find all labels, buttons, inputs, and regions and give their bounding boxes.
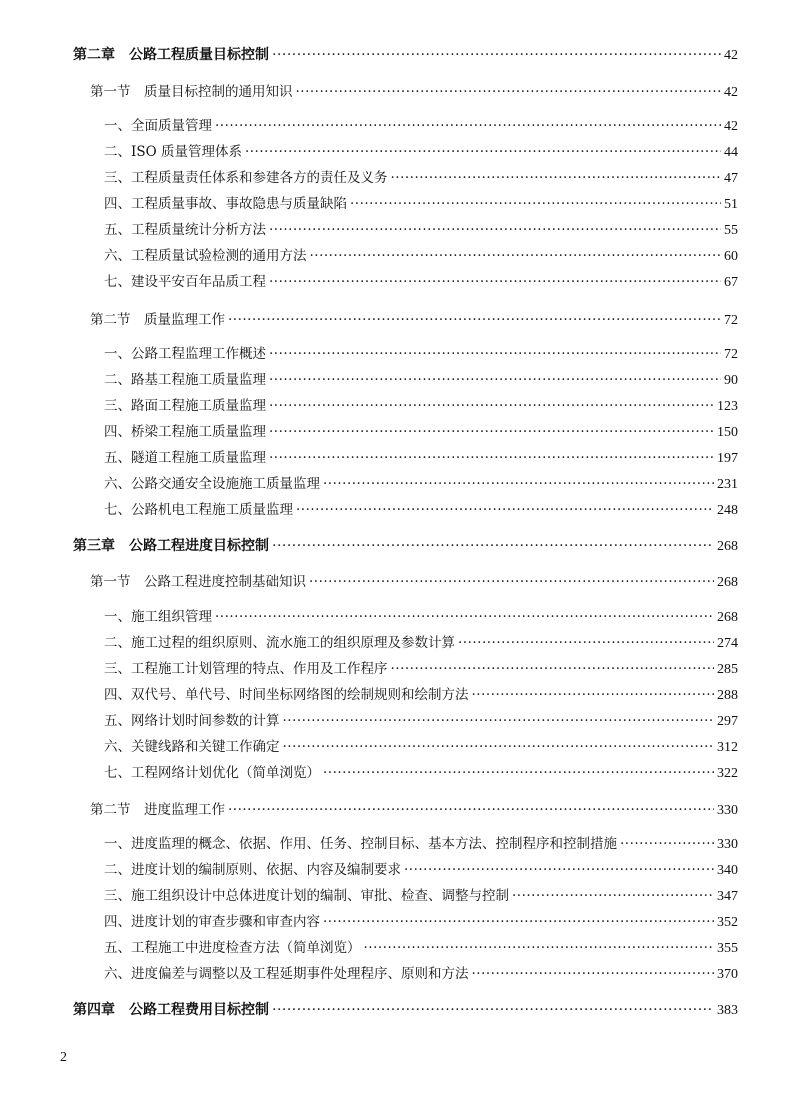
toc-entry-title: 五、网络计划时间参数的计算 [104,713,280,729]
toc-page-number: 288 [717,688,738,703]
toc-page-number: 312 [717,740,738,755]
dot-leader [472,685,715,705]
toc-entry-title: 一、进度监理的概念、依据、作用、任务、控制目标、基本方法、控制程序和控制措施 [104,836,617,852]
dot-leader [472,964,715,984]
toc-entry-title: 第一节 公路工程进度控制基础知识 [90,574,306,590]
dot-leader [350,194,721,214]
toc-item [104,272,738,293]
toc-item [104,344,738,365]
toc-item [104,886,738,907]
dot-leader [323,912,714,932]
dot-leader [620,834,714,854]
toc-page-number: 42 [724,119,738,134]
dot-leader [391,659,715,679]
dot-leader [309,572,714,592]
dot-leader [391,168,722,188]
dot-leader [296,500,714,520]
dot-leader [215,607,714,627]
toc-page-number: 123 [717,399,738,414]
toc-item [104,685,738,706]
toc-entry-title: 二、ISO 质量管理体系 [104,144,242,160]
toc-item [104,938,738,959]
toc-item [104,448,738,469]
toc-item [104,168,738,189]
toc-entry-title: 第二章 公路工程质量目标控制 [73,47,269,63]
toc-entry-title: 三、路面工程施工质量监理 [104,398,266,414]
toc-section-2-1 [90,82,738,103]
toc-item [104,737,738,758]
dot-leader [269,396,714,416]
dot-leader [283,711,715,731]
toc-section-2-2 [90,310,738,331]
toc-entry-title: 六、进度偏差与调整以及工程延期事件处理程序、原则和方法 [104,966,469,982]
toc-page-number: 55 [724,223,738,238]
toc-page-number: 340 [717,863,738,878]
toc-page-number: 42 [724,85,738,100]
dot-leader [272,45,721,65]
dot-leader [323,474,714,494]
toc-entry-title: 第二节 质量监理工作 [90,312,225,328]
dot-leader [323,763,714,783]
toc-page-number: 150 [717,425,738,440]
dot-leader [458,633,714,653]
toc-item [104,964,738,985]
toc-page-number: 72 [724,313,738,328]
toc-entry-title: 第三章 公路工程进度目标控制 [73,538,269,554]
toc-entry-title: 四、工程质量事故、事故隐患与质量缺陷 [104,196,347,212]
dot-leader [269,370,721,390]
toc-page-number: 248 [717,503,738,518]
toc-chapter-3 [73,536,738,557]
toc-item [104,607,738,628]
toc-page-number: 347 [717,889,738,904]
dot-leader [310,246,722,266]
toc-chapter-2 [73,45,738,66]
dot-leader [283,737,715,757]
toc-item [104,860,738,881]
toc-entry-title: 五、工程质量统计分析方法 [104,222,266,238]
toc-page-number: 268 [717,610,738,625]
toc-entry-title: 四、双代号、单代号、时间坐标网络图的绘制规则和绘制方法 [104,687,469,703]
toc-page-number: 42 [724,48,738,63]
toc-item [104,422,738,443]
toc-entry-title: 七、公路机电工程施工质量监理 [104,502,293,518]
toc-entry-title: 第二节 进度监理工作 [90,802,225,818]
toc-page-number: 197 [717,451,738,466]
dot-leader [512,886,714,906]
toc-page-number: 268 [717,539,738,554]
toc-item [104,116,738,137]
dot-leader [269,422,714,442]
toc-item [104,474,738,495]
toc-item [104,396,738,417]
dot-leader [269,448,714,468]
toc-page-number: 60 [724,249,738,264]
toc-item [104,500,738,521]
dot-leader [228,800,714,820]
toc-item [104,711,738,732]
dot-leader [269,272,721,292]
dot-leader [228,310,721,330]
dot-leader [272,536,714,556]
dot-leader [364,938,715,958]
toc-entry-title: 五、工程施工中进度检查方法（简单浏览） [104,940,361,956]
toc-entry-title: 二、进度计划的编制原则、依据、内容及编制要求 [104,862,401,878]
toc-page-number: 297 [717,714,738,729]
toc-entry-title: 三、施工组织设计中总体进度计划的编制、审批、检查、调整与控制 [104,888,509,904]
toc-page-number: 268 [717,575,738,590]
toc-chapter-4 [73,1000,738,1021]
toc-entry-title: 三、工程质量责任体系和参建各方的责任及义务 [104,170,388,186]
toc-page-number: 67 [724,275,738,290]
toc-page-number: 322 [717,766,738,781]
toc-item [104,246,738,267]
toc-item [104,659,738,680]
toc-page-number: 285 [717,662,738,677]
toc-section-3-1 [90,572,738,593]
toc-entry-title: 第一节 质量目标控制的通用知识 [90,84,293,100]
dot-leader [269,344,721,364]
toc-entry-title: 四、进度计划的审查步骤和审查内容 [104,914,320,930]
toc-item [104,633,738,654]
toc-entry-title: 六、关键线路和关键工作确定 [104,739,280,755]
toc-item [104,912,738,933]
toc-page-number: 47 [724,171,738,186]
dot-leader [245,142,721,162]
toc-entry-title: 二、路基工程施工质量监理 [104,372,266,388]
toc-entry-title: 第四章 公路工程费用目标控制 [73,1002,269,1018]
dot-leader [296,82,722,102]
toc-section-3-2 [90,800,738,821]
toc-entry-title: 一、全面质量管理 [104,118,212,134]
toc-page-number: 370 [717,967,738,982]
toc-entry-title: 六、公路交通安全设施施工质量监理 [104,476,320,492]
dot-leader [269,220,721,240]
toc-item [104,370,738,391]
toc-page-number: 355 [717,941,738,956]
dot-leader [215,116,721,136]
toc-page-number: 383 [717,1003,738,1018]
toc-entry-title: 四、桥梁工程施工质量监理 [104,424,266,440]
toc-page-number: 90 [724,373,738,388]
toc-item [104,220,738,241]
toc-item [104,142,738,163]
toc-page-number: 274 [717,636,738,651]
toc-page-number: 51 [724,197,738,212]
toc-entry-title: 七、建设平安百年品质工程 [104,274,266,290]
toc-page-number: 330 [717,837,738,852]
toc-item [104,834,738,855]
toc-page-number: 231 [717,477,738,492]
dot-leader [404,860,714,880]
toc-item [104,194,738,215]
toc-item [104,763,738,784]
dot-leader [272,1000,714,1020]
toc-entry-title: 一、公路工程监理工作概述 [104,346,266,362]
toc-entry-title: 六、工程质量试验检测的通用方法 [104,248,307,264]
toc-page-number: 72 [724,347,738,362]
page-folio-number: 2 [60,1050,67,1065]
toc-entry-title: 二、施工过程的组织原则、流水施工的组织原理及参数计算 [104,635,455,651]
toc-page-number: 44 [724,145,738,160]
toc-entry-title: 一、施工组织管理 [104,609,212,625]
toc-entry-title: 三、工程施工计划管理的特点、作用及工作程序 [104,661,388,677]
toc-entry-title: 七、工程网络计划优化（简单浏览） [104,765,320,781]
toc-entry-title: 五、隧道工程施工质量监理 [104,450,266,466]
toc-page-number: 352 [717,915,738,930]
toc-page-number: 330 [717,803,738,818]
